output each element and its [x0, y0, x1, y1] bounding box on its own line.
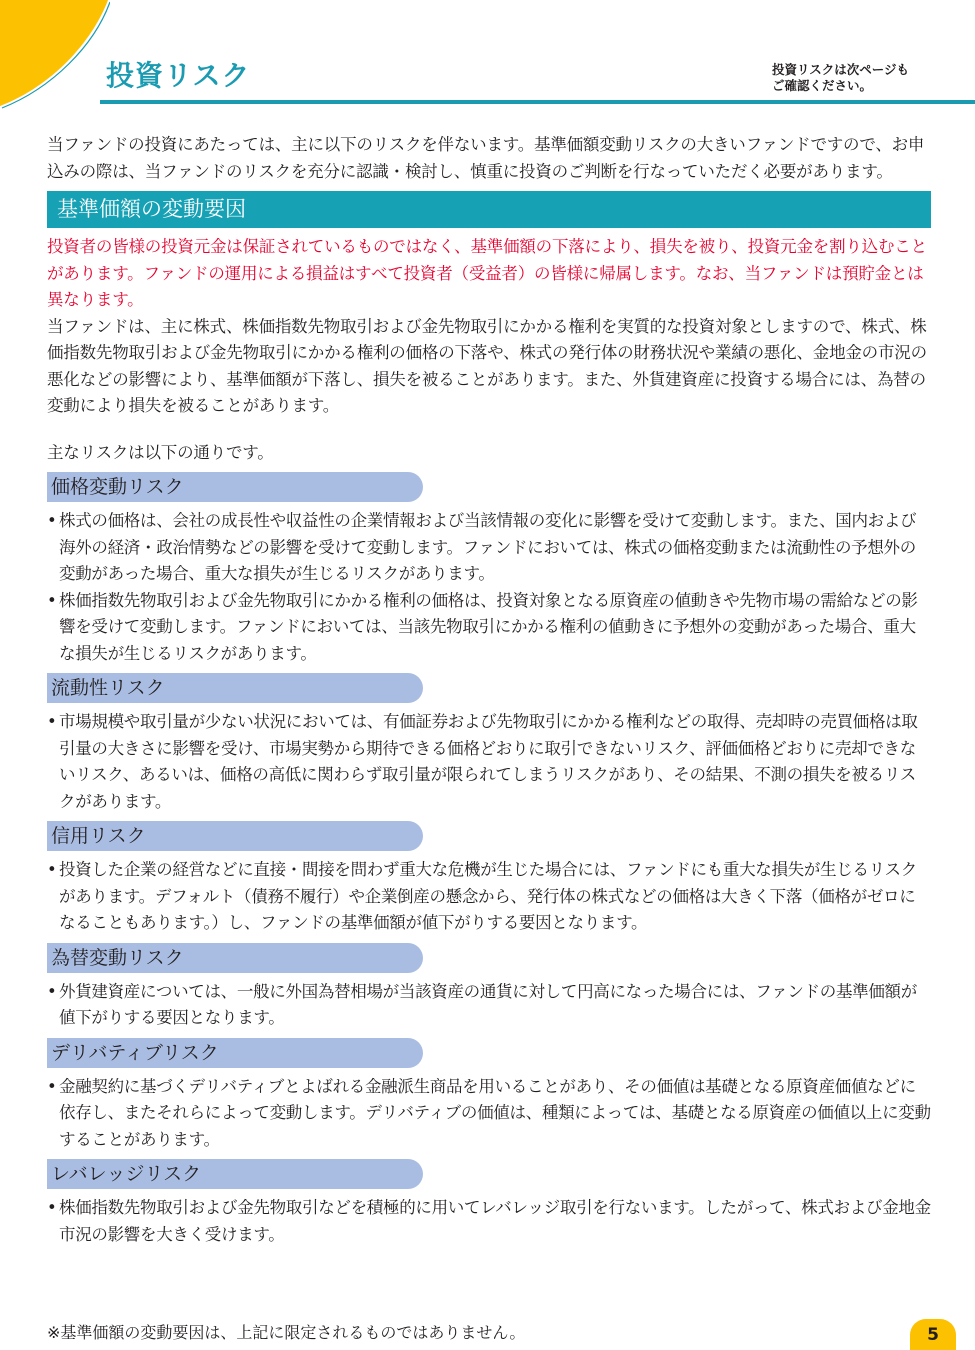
footnote: ※基準価額の変動要因は、上記に限定されるものではありません。 [47, 1323, 526, 1342]
risk-title: 価格変動リスク [47, 472, 423, 502]
continued-note-line-1: 投資リスクは次ページも [772, 62, 910, 77]
risk-derivative [47, 1038, 931, 1154]
risk-title: デリバティブリスク [47, 1038, 423, 1068]
risk-bullet: • 株価指数先物取引および金先物取引にかかる権利の価格は、投資対象となる原資産の値動きや先物市場の需給などの影響を受けて変動します。ファンドにおいては、当該先物取引にかかる権利の値動きに予想外の変動があった場合、重大な損失が生じるリスクがあります。 [47, 588, 931, 668]
header-rule [100, 100, 975, 104]
risk-title: 流動性リスク [47, 673, 423, 703]
risk-bullets [47, 1195, 931, 1248]
risk-credit [47, 821, 931, 937]
risk-bullets [47, 857, 931, 937]
risk-bullet: • 投資した企業の経営などに直接・間接を問わず重大な危機が生じた場合には、ファンドにも重大な損失が生じるリスクがあります。デフォルト（債務不履行）や企業倒産の懸念から、発行体の株式などの価格は大きく下落（価格がゼロになることもあります。）し、ファンドの基準価額が値下がりする要因となります。 [47, 857, 931, 937]
risk-bullet: • 株価指数先物取引および金先物取引などを積極的に用いてレバレッジ取引を行ないます。したがって、株式および金地金市況の影響を大きく受けます。 [47, 1195, 931, 1248]
nav-factors-description: 当ファンドは、主に株式、株価指数先物取引および金先物取引にかかる権利を実質的な投資対象としますので、株式、株価指数先物取引および金先物取引にかかる権利の価格の下落や、株式の発行体の財務状況や業績の悪化、金地金の市況の悪化などの影響により、基準価額が下落し、損失を被ることがあります。また、外貨建資産に投資する場合には、為替の変動により損失を被ることがあります。 [47, 316, 927, 415]
main-risks-lead: 主なリスクは以下の通りです。 [47, 442, 274, 462]
risk-bullet: • 外貨建資産については、一般に外国為替相場が当該資産の通貨に対して円高になった場合には、ファンドの基準価額が値下がりする要因となります。 [47, 979, 931, 1032]
continued-note [772, 62, 909, 94]
risk-title: 信用リスク [47, 821, 423, 851]
risk-bullets [47, 709, 931, 815]
risk-title: 為替変動リスク [47, 943, 423, 973]
risk-bullet: • 株式の価格は、会社の成長性や収益性の企業情報および当該情報の変化に影響を受けて変動します。また、国内および海外の経済・政治情勢などの影響を受けて変動します。ファンドにおいては、株式の価格変動または流動性の予想外の変動があった場合、重大な損失が生じるリスクがあります。 [47, 508, 931, 588]
risk-bullets [47, 508, 931, 667]
risk-title: レバレッジリスク [47, 1159, 423, 1189]
intro-paragraph: 当ファンドの投資にあたっては、主に以下のリスクを伴ないます。基準価額変動リスクの大きいファンドですので、お申込みの際は、当ファンドのリスクを充分に認識・検討し、慎重に投資のご判断を行なっていただく必要があります。 [47, 135, 925, 181]
risk-price-fluctuation [47, 472, 931, 667]
risk-bullets [47, 1074, 931, 1154]
risk-bullets [47, 979, 931, 1032]
section-heading-nav-factors: 基準価額の変動要因 [47, 191, 931, 228]
corner-decoration [0, 0, 110, 110]
risk-bullet: • 市場規模や取引量が少ない状況においては、有価証券および先物取引にかかる権利などの取得、売却時の売買価格は取引量の大きさに影響を受け、市場実勢から期待できる価格どおりに取引できないリスク、評価価格どおりに売却できないリスク、あるいは、価格の高低に関わらず取引量が限られてしまうリスクがあり、その結果、不測の損失を被るリスクがあります。 [47, 709, 931, 815]
risk-bullet: • 金融契約に基づくデリバティブとよばれる金融派生商品を用いることがあり、その価値は基礎となる原資産価値などに依存し、またそれらによって変動します。デリバティブの価値は、種類によっては、基礎となる原資産の価値以上に変動することがあります。 [47, 1074, 931, 1154]
risk-currency [47, 943, 931, 1032]
page-number: 5 [910, 1319, 956, 1350]
risk-liquidity [47, 673, 931, 815]
page-title: 投資リスク [106, 59, 251, 92]
principal-warning: 投資者の皆様の投資元金は保証されているものではなく、基準価額の下落により、損失を被り、投資元金を割り込むことがあります。ファンドの運用による損益はすべて投資者（受益者）の皆様に帰属します。なお、当ファンドは預貯金とは異なります。 [47, 237, 927, 309]
continued-note-line-2: ご確認ください。 [772, 78, 873, 93]
risk-leverage [47, 1159, 931, 1248]
main-content [47, 132, 931, 1248]
